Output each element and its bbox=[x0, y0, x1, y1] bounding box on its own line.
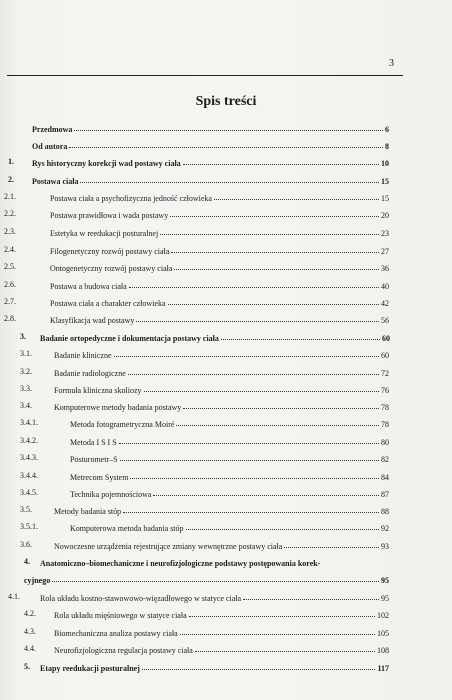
toc-entry bbox=[50, 309, 389, 325]
dot-leader bbox=[130, 478, 379, 479]
toc-entry bbox=[50, 187, 389, 203]
toc-entry-page: 40 bbox=[381, 282, 389, 291]
toc-entry bbox=[54, 396, 389, 412]
toc-entry-title: Rola układu mięśniowego w statyce ciała bbox=[54, 611, 187, 620]
toc-entry-page: 6 bbox=[385, 125, 389, 134]
toc-entry-number: 3.4. bbox=[20, 401, 32, 410]
toc-entry-page: 10 bbox=[381, 159, 389, 168]
toc-entry bbox=[54, 604, 389, 620]
toc-entry bbox=[70, 448, 389, 464]
toc-entry-page: 56 bbox=[381, 316, 389, 325]
dot-leader bbox=[129, 287, 379, 288]
toc-entry-title: Metody badania stóp bbox=[54, 507, 122, 516]
toc-entry-title: Postawa a budowa ciała bbox=[50, 282, 127, 291]
toc-entry-title: Rola układu kostno-stawowowo-więzadłowego w statyce ciała bbox=[40, 594, 242, 603]
dot-leader bbox=[123, 512, 379, 513]
toc-entry-title: Metoda I S I S bbox=[70, 438, 117, 447]
dot-leader bbox=[243, 599, 379, 600]
toc-entry-title: Od autora bbox=[32, 142, 68, 151]
toc-entry-page: 102 bbox=[377, 611, 389, 620]
toc-entry-title: Postawa prawidłowa i wada postawy bbox=[50, 211, 169, 220]
toc-entry bbox=[50, 292, 389, 308]
dot-leader bbox=[189, 616, 375, 617]
dot-leader bbox=[176, 425, 379, 426]
dot-leader bbox=[195, 651, 375, 652]
dot-leader bbox=[52, 581, 379, 582]
toc-entry-number: 3.4.3. bbox=[20, 453, 38, 462]
toc-entry-number: 2.2. bbox=[4, 209, 16, 218]
toc-entry bbox=[50, 204, 389, 220]
toc-entry-number: 2.5. bbox=[4, 262, 16, 271]
toc-entry-number: 3.6. bbox=[20, 540, 32, 549]
dot-leader bbox=[114, 356, 379, 357]
toc-entry-number: 3.5. bbox=[20, 505, 32, 514]
toc-entry-number: 3.2. bbox=[20, 367, 32, 376]
toc-entry-page: 42 bbox=[381, 299, 389, 308]
toc-entry-number: 2. bbox=[8, 175, 14, 184]
toc-entry-number: 4.4. bbox=[24, 644, 36, 653]
toc-entry-page: 105 bbox=[377, 629, 389, 638]
toc-entry-page: 80 bbox=[381, 438, 389, 447]
toc-entry bbox=[40, 587, 389, 603]
header-rule bbox=[7, 75, 403, 76]
dot-leader bbox=[183, 164, 379, 165]
toc-entry-page: 93 bbox=[381, 542, 389, 551]
toc-entry bbox=[54, 622, 389, 638]
dot-leader bbox=[160, 234, 379, 235]
toc-entry-page: 8 bbox=[385, 142, 389, 151]
toc-entry-page: 92 bbox=[381, 524, 389, 533]
dot-leader bbox=[168, 304, 380, 305]
toc-entry-title: Etapy reedukacji posturalnej bbox=[40, 664, 140, 673]
dot-leader bbox=[183, 408, 379, 409]
toc-entry bbox=[24, 569, 389, 585]
toc-entry-page: 82 bbox=[381, 455, 389, 464]
toc-entry-number: 3.1. bbox=[20, 349, 32, 358]
dot-leader bbox=[80, 182, 379, 183]
toc-entry bbox=[32, 118, 389, 134]
toc-entry-title: Estetyka w reedukacji posturalnej bbox=[50, 229, 159, 238]
toc-entry-title: Metoda fotogrametryczna Moiré bbox=[70, 420, 175, 429]
dot-leader bbox=[120, 460, 379, 461]
toc-entry bbox=[70, 413, 389, 429]
toc-entry-number: 2.6. bbox=[4, 280, 16, 289]
toc-entry-title: Przedmowa bbox=[32, 125, 73, 134]
toc-entry-title: Badanie radiologiczne bbox=[54, 369, 126, 378]
toc-entry-page: 95 bbox=[381, 594, 389, 603]
toc-title: Spis treści bbox=[195, 94, 257, 109]
toc-entry-number: 2.7. bbox=[4, 297, 16, 306]
toc-entry-title: Metrecom System bbox=[70, 473, 129, 482]
toc-entry bbox=[50, 240, 389, 256]
toc-entry-title: Biomechaniczna analiza postawy ciała bbox=[54, 629, 178, 638]
toc-entry-number: 4.2. bbox=[24, 609, 36, 618]
toc-entry-title: Formuła kliniczna skoliozy bbox=[54, 386, 142, 395]
toc-entry-title: cyjnego bbox=[24, 576, 51, 585]
toc-entry-title: Badanie ortopedyczne i dokumentacja postawy ciała bbox=[40, 334, 219, 343]
toc-entry-title: Anatomiczno–biomechaniczne i neurofizjologiczne podstawy postępowania korek- bbox=[40, 559, 321, 568]
dot-leader bbox=[128, 374, 379, 375]
toc-entry-title: Nowoczesne urządzenia rejestrujące zmiany wewnętrzne postawy ciała bbox=[54, 542, 283, 551]
toc-entry bbox=[54, 535, 389, 551]
toc-entry-page: 76 bbox=[381, 386, 389, 395]
toc-entry-page: 108 bbox=[377, 646, 389, 655]
toc-entry-page: 60 bbox=[381, 351, 389, 360]
toc-entry-page: 87 bbox=[381, 490, 389, 499]
toc-entry-number: 3.4.1. bbox=[20, 418, 38, 427]
toc-entry bbox=[50, 257, 389, 273]
dot-leader bbox=[186, 529, 379, 530]
toc-entry-number: 3.3. bbox=[20, 384, 32, 393]
toc-entry bbox=[54, 379, 389, 395]
toc-entry-number: 2.3. bbox=[4, 227, 16, 236]
toc-entry-page: 95 bbox=[381, 576, 389, 585]
toc-entry-page: 27 bbox=[381, 247, 389, 256]
toc-entry-title: Postawa ciała a psychofizyczna jedność człowieka bbox=[50, 194, 212, 203]
toc-entry-page: 15 bbox=[381, 177, 389, 186]
toc-entry-page: 88 bbox=[381, 507, 389, 516]
dot-leader bbox=[284, 547, 379, 548]
toc-entry-number: 3.5.1. bbox=[20, 522, 38, 531]
toc-entry-number: 4.3. bbox=[24, 627, 36, 636]
dot-leader bbox=[119, 443, 379, 444]
toc-entry bbox=[70, 483, 389, 499]
toc-entry-number: 4.1. bbox=[8, 592, 20, 601]
toc-entry bbox=[32, 170, 389, 186]
toc-entry-number: 3.4.2. bbox=[20, 436, 38, 445]
toc-entry-page: 20 bbox=[381, 211, 389, 220]
toc-entry bbox=[70, 431, 389, 447]
toc-entry-number: 2.4. bbox=[4, 245, 16, 254]
dot-leader bbox=[69, 147, 383, 148]
toc-entry bbox=[70, 517, 389, 533]
toc-entry-page: 84 bbox=[381, 473, 389, 482]
toc-entry-title: Rys historyczny korekcji wad postawy ciała bbox=[32, 159, 181, 168]
dot-leader bbox=[153, 495, 379, 496]
dot-leader bbox=[174, 269, 379, 270]
dot-leader bbox=[170, 216, 379, 217]
toc-entry-title: Technika pojemnościowa bbox=[70, 490, 152, 499]
toc-entry bbox=[54, 500, 389, 516]
toc-entry-page: 36 bbox=[381, 264, 389, 273]
toc-entry bbox=[40, 552, 389, 568]
toc-entry-number: 5. bbox=[24, 662, 30, 671]
dot-leader bbox=[180, 634, 375, 635]
dot-leader bbox=[214, 199, 379, 200]
toc-entry-title: Klasyfikacja wad postawy bbox=[50, 316, 135, 325]
toc-entry-title: Filogenetyczny rozwój postawy ciała bbox=[50, 247, 170, 256]
toc-entry bbox=[40, 327, 390, 343]
toc-entry-title: Neurofizjologiczna regulacja postawy ciała bbox=[54, 646, 193, 655]
dot-leader bbox=[136, 321, 379, 322]
toc-entry-number: 4. bbox=[24, 557, 30, 566]
toc-entry-page: 23 bbox=[381, 229, 389, 238]
toc-entry bbox=[54, 639, 389, 655]
toc-entry-title: Postawa ciała bbox=[32, 177, 79, 186]
toc-entry-title: Badanie kliniczne bbox=[54, 351, 112, 360]
toc-entry bbox=[70, 466, 389, 482]
toc-entry-number: 2.1. bbox=[4, 192, 16, 201]
toc-entry-title: Komputerowa metoda badania stóp bbox=[70, 524, 184, 533]
dot-leader bbox=[74, 130, 383, 131]
toc-entry-number: 2.8. bbox=[4, 314, 16, 323]
toc-entry bbox=[40, 657, 389, 673]
toc-entry-title: Komputerowe metody badania postawy bbox=[54, 403, 182, 412]
toc-entry-number: 3.4.5. bbox=[20, 488, 38, 497]
toc-entry-page: 78 bbox=[381, 403, 389, 412]
toc-entry-title: Postawa ciała a charakter człowieka bbox=[50, 299, 166, 308]
toc-entry bbox=[32, 152, 389, 168]
toc-entry bbox=[50, 222, 389, 238]
toc-entry-page: 78 bbox=[381, 420, 389, 429]
toc-entry-number: 3. bbox=[20, 332, 26, 341]
toc-entry-number: 1. bbox=[8, 157, 14, 166]
toc-entry-page: 60 bbox=[382, 334, 390, 343]
dot-leader bbox=[171, 252, 379, 253]
toc-entry bbox=[54, 362, 389, 378]
toc-entry-page: 72 bbox=[381, 369, 389, 378]
dot-leader bbox=[221, 339, 380, 340]
toc-entry-page: 15 bbox=[381, 194, 389, 203]
toc-entry-title: Posturometr–S bbox=[70, 455, 118, 464]
dot-leader bbox=[142, 669, 376, 670]
toc-entry bbox=[32, 135, 389, 151]
page-number: 3 bbox=[389, 58, 394, 69]
toc-entry bbox=[50, 275, 389, 291]
toc-entry-title: Ontogenetyczny rozwój postawy ciała bbox=[50, 264, 173, 273]
toc-entry bbox=[54, 344, 389, 360]
toc-entry-number: 3.4.4. bbox=[20, 471, 38, 480]
dot-leader bbox=[144, 391, 379, 392]
toc-entry-page: 117 bbox=[377, 664, 389, 673]
